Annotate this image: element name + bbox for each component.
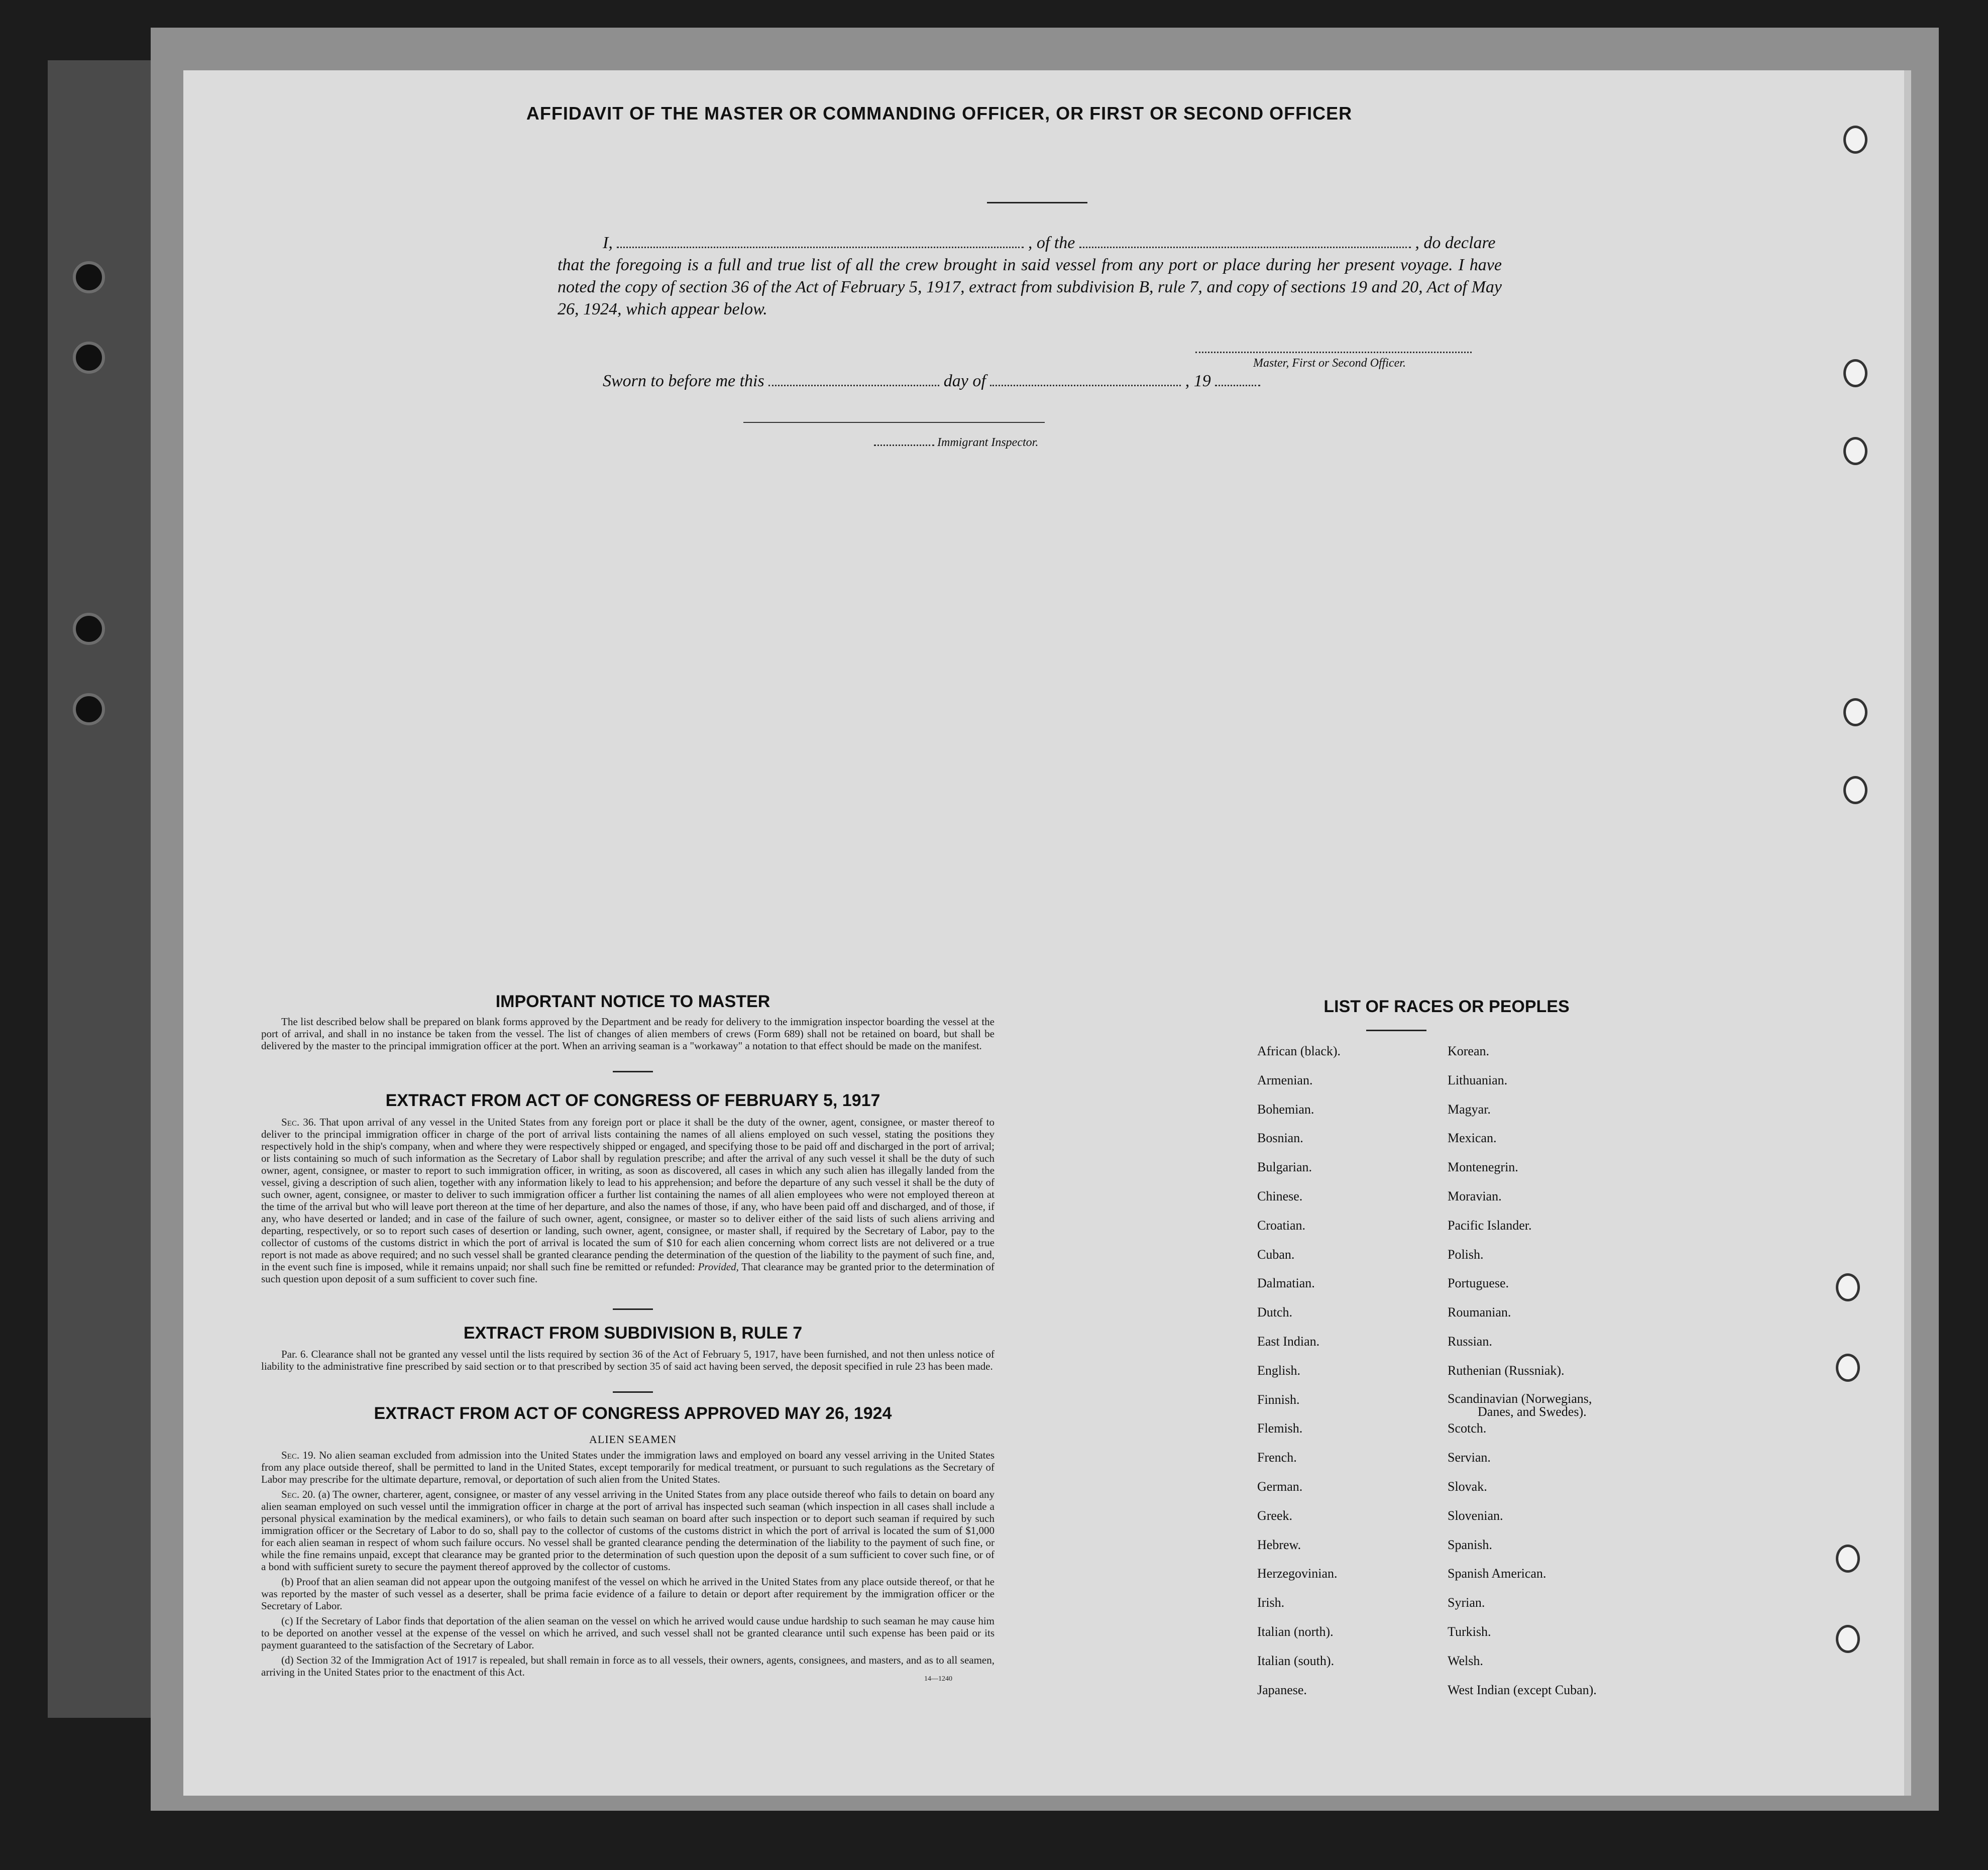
notice-text <box>261 1016 995 1055</box>
race-item: Greek. <box>1257 1508 1293 1523</box>
section-20a-text: (a) The owner, charterer, agent, consignee, or master of any vessel arriving in the United States from any place outside thereof who fails to detain on board any alien seaman employed on such vessel until the immigration officer in charge at the port of arrival has inspected such seaman (which inspection in all cases shall include a personal physical examination by the medical examiners), or who fails to detain such seaman on board after such inspection or to deport such seaman if required by such immigration officer or the Secretary of Labor to do so, shall pay to the collector of customs of the customs district in which the port of arrival is located the sum of $1,000 for each alien seaman in respect of whom such failure occurs. No vessel shall be granted clearance pending the determination of the liability to the payment of such fine, or while the fine remains unpaid, except that clearance may be granted prior to the determination of such question upon the deposit of a sum sufficient to cover such fine, or of a bond with sufficient surety to secure the payment thereof approved by the collector of customs. <box>261 1488 995 1573</box>
race-item: Bulgarian. <box>1257 1160 1312 1175</box>
inspector-signature-line[interactable] <box>743 422 1045 423</box>
extract-1924-title: EXTRACT FROM ACT OF CONGRESS APPROVED MAY 26, 1924 <box>374 1404 892 1423</box>
race-item: Moravian. <box>1448 1188 1502 1203</box>
extract-1917-text <box>261 1116 995 1288</box>
race-item <box>1448 1392 1597 1421</box>
notice-title: IMPORTANT NOTICE TO MASTER <box>495 992 770 1011</box>
race-item: Japanese. <box>1257 1682 1307 1697</box>
race-item: Spanish. <box>1448 1537 1492 1552</box>
master-signature-label: Master, First or Second Officer. <box>1253 357 1406 370</box>
race-item: Mexican. <box>1448 1131 1497 1146</box>
sworn-prefix: Sworn to before me this <box>603 372 764 390</box>
race-item: Armenian. <box>1257 1072 1313 1087</box>
punch-hole <box>1843 776 1867 804</box>
race-item: Roumanian. <box>1448 1305 1511 1320</box>
race-item: Chinese. <box>1257 1188 1303 1203</box>
section-20a-paragraph <box>261 1488 995 1573</box>
race-item: Spanish American. <box>1448 1566 1547 1581</box>
races-left-column <box>1257 1044 1341 1711</box>
proviso-label: Provided, <box>698 1261 739 1273</box>
race-item: Herzegovinian. <box>1257 1566 1338 1581</box>
race-item: Flemish. <box>1257 1421 1303 1436</box>
section-20b-paragraph: (b) Proof that an alien seaman did not appear upon the outgoing manifest of the vessel on which he arrived in the United States from any place outside thereof, or that he was reported by the master of such vessel as a deserter, shall be prima facie evidence of a failure to detain or deport after requirement by the immigration officer or the Secretary of Labor. <box>261 1576 995 1612</box>
race-item: English. <box>1257 1363 1300 1378</box>
race-item: Italian (south). <box>1257 1653 1335 1668</box>
race-item: Pacific Islander. <box>1448 1218 1532 1233</box>
proviso-text: That clearance may be granted prior to the determination of such question upon deposit of a sum sufficient to cover such fine. <box>261 1261 995 1285</box>
race-item: Lithuanian. <box>1448 1072 1508 1087</box>
section-36-paragraph <box>261 1116 995 1285</box>
race-item: West Indian (except Cuban). <box>1448 1682 1597 1697</box>
races-title: LIST OF RACES OR PEOPLES <box>1323 997 1570 1016</box>
punch-hole <box>1843 126 1867 154</box>
race-item: Magyar. <box>1448 1102 1491 1117</box>
race-item: African (black). <box>1257 1044 1341 1058</box>
affidavit-title: AFFIDAVIT OF THE MASTER OR COMMANDING OFFICER, OR FIRST OR SECOND OFFICER <box>526 103 1353 124</box>
race-item: Bohemian. <box>1257 1102 1314 1117</box>
race-item: Dutch. <box>1257 1305 1293 1320</box>
race-item: Scotch. <box>1448 1421 1487 1436</box>
punch-hole <box>1836 1625 1860 1653</box>
race-item: Irish. <box>1257 1595 1285 1610</box>
declarant-name-field[interactable] <box>617 247 1024 248</box>
master-signature-line[interactable] <box>1195 352 1472 353</box>
punch-hole <box>1843 359 1867 387</box>
binder-hole <box>73 693 105 725</box>
section-19-text: No alien seaman excluded from admission into the United States under the immigration laws and employed on board any vessel arriving in the United States from any place outside thereof, shall be permitted to land in the United States, except temporarily for medical treatment, or pursuant to such regulations as the Secretary of Labor may prescribe for the ultimate departure, removal, or deportation of such alien from the United States. <box>261 1449 995 1485</box>
vessel-name-field[interactable] <box>1079 247 1411 248</box>
race-item: German. <box>1257 1479 1303 1494</box>
affidavit-text <box>558 232 1502 320</box>
sworn-line <box>603 372 1260 391</box>
rule7-title: EXTRACT FROM SUBDIVISION B, RULE 7 <box>463 1324 803 1343</box>
race-item: Montenegrin. <box>1448 1160 1518 1175</box>
section-19-label: Sec. 19. <box>281 1449 316 1461</box>
section-20d-paragraph: (d) Section 32 of the Immigration Act of 1917 is repealed, but shall remain in force as to all vessels, their owners, agents, consignees, and masters, and as to all seamen, arriving in the United States prior to the enactment of this Act. <box>261 1654 995 1678</box>
race-item: French. <box>1257 1450 1297 1465</box>
inspector-label: Immigrant Inspector. <box>937 436 1039 449</box>
race-item-line: Danes, and Swedes). <box>1478 1404 1587 1419</box>
race-item: Finnish. <box>1257 1392 1300 1407</box>
declaration-of: , of the <box>1028 234 1075 252</box>
race-item: Dalmatian. <box>1257 1276 1315 1291</box>
notice-rule <box>613 1071 653 1072</box>
sworn-month-field[interactable] <box>990 385 1181 386</box>
race-item-line: Scandinavian (Norwegians, <box>1448 1391 1592 1406</box>
section-19-paragraph <box>261 1449 995 1485</box>
declaration-body: that the foregoing is a full and true list of all the crew brought in said vessel from any port or place during her present voyage. I have noted the copy of section 36 of the Act of February 5, 1917, extract from subdivision B, rule 7, and copy of sections 19 and 20, Act of May 26, 1924, which appear below. <box>558 256 1502 318</box>
races-right-column <box>1448 1044 1597 1711</box>
form-number: 14—1240 <box>924 1675 952 1683</box>
section-20c-paragraph: (c) If the Secretary of Labor finds that deportation of the alien seaman on the vessel on which he arrived would cause undue hardship to such seaman he may cause him to be deported on another vessel at the expense of the vessel on which he arrived, and such vessel shall not be granted clearance until such expense has been paid or its payment guaranteed to the satisfaction of the Secretary of Labor. <box>261 1615 995 1651</box>
race-item: Polish. <box>1448 1247 1484 1262</box>
race-item: Portuguese. <box>1448 1276 1509 1291</box>
title-rule <box>987 202 1087 203</box>
punch-hole <box>1843 698 1867 726</box>
notice-paragraph: The list described below shall be prepared on blank forms approved by the Department and be ready for delivery to the immigration inspector boarding the vessel at the port of arrival, and shall in no instance be taken from the vessel. The list of changes of alien members of crews (Form 689) shall not be retained on board, but shall be delivered by the master to the principal immigration officer at the port. When an arriving seaman is a "workaway" a notation to that effect should be made on the manifest. <box>261 1016 995 1052</box>
binder-hole <box>73 342 105 374</box>
race-item: East Indian. <box>1257 1334 1320 1349</box>
race-item: Slovak. <box>1448 1479 1487 1494</box>
sworn-year-field[interactable] <box>1215 385 1260 386</box>
punch-hole <box>1843 437 1867 465</box>
race-item: Italian (north). <box>1257 1624 1334 1639</box>
rule7-text <box>261 1348 995 1375</box>
extract-1917-rule <box>613 1308 653 1310</box>
race-item: Croatian. <box>1257 1218 1306 1233</box>
race-item: Turkish. <box>1448 1624 1491 1639</box>
section-36-text: That upon arrival of any vessel in the United States from any foreign port or place it shall be the duty of the owner, agent, consignee, or master thereof to deliver to the principal immigration officer in charge of the port of arrival lists containing the names of all aliens employed on such vessel, stating the positions they respectively hold in the ship's company, when and where they were respectively shipped or engaged, and specifying those to be paid off and discharged in the port of arrival; or lists containing so much of such information as the Secretary of Labor shall by regulation prescribe; and after the arrival of any such vessel it shall be the duty of such owner, agent, consignee, or master to report to such immigration officer, in writing, as soon as discovered, all cases in which any such alien has illegally landed from the vessel, giving a description of such alien, together with any information likely to lead to his apprehension; and before the departure of any such vessel it shall be the duty of such owner, agent, consignee, or master to deliver to such immigration officer a further list containing the names of all alien employees who were not employed thereon at the time of the arrival but who will leave port thereon at the time of her departure, and also the names of those, if any, who have been paid off and discharged, and of those, if any, who have deserted or landed; and in case of the failure of such owner, agent, consignee, or master so to deliver either of the said lists of such aliens arriving and departing, respectively, or so to report such cases of desertion or landing, such owner, agent, consignee, or master shall, if required by the Secretary of Labor, pay to the collector of customs of the customs district in which the port of arrival is located the sum of $10 for each alien concerning whom correct lists are not delivered or a true report is not made as above required; and no such vessel shall be granted clearance pending the determination of the question of the liability to the payment of such fine, and, in the event such fine is imposed, while it remains unpaid; nor shall such fine be remitted or refunded: <box>261 1116 995 1273</box>
sworn-day-field[interactable] <box>768 385 939 386</box>
race-item: Bosnian. <box>1257 1131 1303 1146</box>
race-item: Russian. <box>1448 1334 1492 1349</box>
race-item: Welsh. <box>1448 1653 1483 1668</box>
inspector-signature-label <box>874 436 1038 450</box>
rule7-paragraph: Par. 6. Clearance shall not be granted any vessel until the lists required by section 36 of the Act of February 5, 1917, have been furnished, and not then unless notice of liability to the administrative fine prescribed by said section or to that prescribed by section 35 of said act having been served, the deposit specified in rule 23 has been made. <box>261 1348 995 1372</box>
alien-seamen-subtitle: ALIEN SEAMEN <box>589 1433 677 1446</box>
extract-1917-title: EXTRACT FROM ACT OF CONGRESS OF FEBRUARY 5, 1917 <box>385 1091 880 1110</box>
binder-hole <box>73 613 105 645</box>
declaration-line <box>603 232 1502 254</box>
races-rule <box>1366 1030 1426 1031</box>
section-20-label: Sec. 20. <box>281 1488 315 1500</box>
rule7-rule <box>613 1391 653 1393</box>
race-item: Hebrew. <box>1257 1537 1301 1552</box>
punch-hole <box>1836 1545 1860 1573</box>
punch-hole <box>1836 1273 1860 1301</box>
inspector-leader <box>874 445 934 446</box>
section-36-label: Sec. 36. <box>281 1116 316 1128</box>
punch-hole <box>1836 1354 1860 1382</box>
race-item: Cuban. <box>1257 1247 1295 1262</box>
page-edge <box>1904 70 1911 1796</box>
race-item: Syrian. <box>1448 1595 1485 1610</box>
race-item: Korean. <box>1448 1044 1490 1058</box>
sworn-year-label: , 19 <box>1185 372 1211 390</box>
race-item: Ruthenian (Russniak). <box>1448 1363 1565 1378</box>
declaration-i: I, <box>603 234 613 252</box>
declaration-end: , do declare <box>1415 234 1496 252</box>
binder-hole <box>73 261 105 293</box>
race-item: Servian. <box>1448 1450 1491 1465</box>
sworn-day-label: day of <box>943 372 986 390</box>
race-item: Slovenian. <box>1448 1508 1503 1523</box>
extract-1924-text <box>261 1449 995 1681</box>
